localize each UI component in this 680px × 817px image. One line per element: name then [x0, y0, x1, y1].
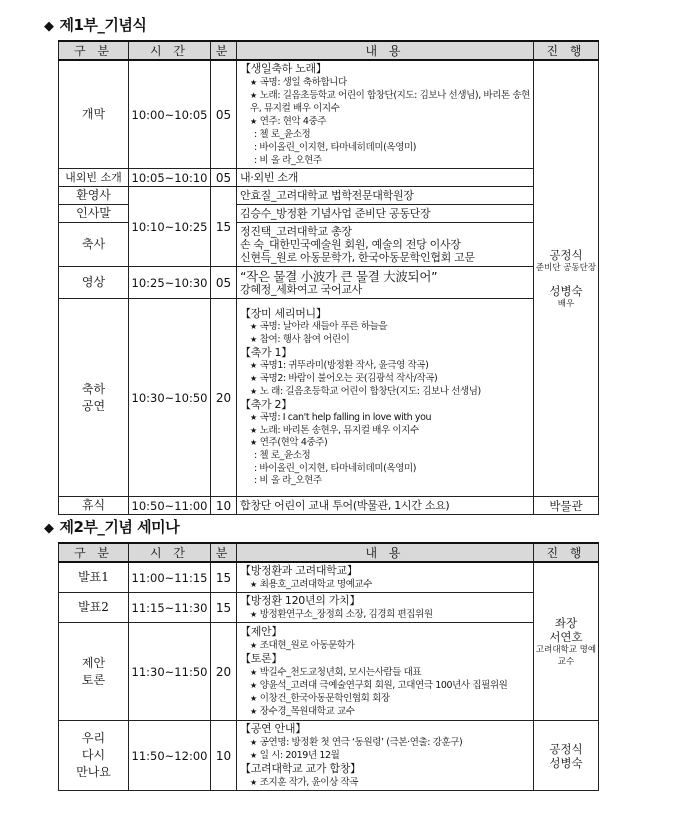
host-name: 공정식	[549, 247, 583, 262]
part2-title-text: 제2부_기념 세미나	[59, 518, 180, 536]
content-line: 신현득_원로 아동문학가, 한국아동문학인협회 고문	[240, 251, 475, 264]
part2-title	[44, 516, 179, 537]
table-row	[59, 721, 599, 791]
row-category: 환영사	[59, 187, 129, 205]
list-subitem: : 비 올 라_오현주	[254, 155, 322, 166]
video-credit: 강혜정_세화여고 국어교사	[240, 282, 362, 296]
star-bullet-icon: ★	[250, 580, 257, 589]
col-header-time: 시 간	[129, 41, 211, 60]
part1-title	[44, 14, 146, 35]
part2-table	[58, 542, 599, 791]
row-time: 10:30~10:50	[129, 299, 211, 497]
row-category: 개막	[59, 60, 129, 169]
list-item: ★ 곡명: I can't help falling in love with you	[250, 412, 432, 424]
list-item: ★ 장수경_목원대학교 교수	[250, 706, 355, 717]
list-subitem: : 첼 로_윤소정	[254, 449, 311, 461]
list-item: ★ 곡명: 날아라 새들아 푸른 하늘을	[250, 321, 388, 333]
list-item: ★ 박길수_천도교청년회, 모시는사람들 대표	[250, 667, 422, 678]
row-minutes: 10	[211, 497, 237, 515]
table-row	[59, 169, 599, 187]
table-row	[59, 623, 599, 721]
list-item: ★ 이창건_한국아동문학인협회 회장	[250, 693, 390, 704]
list-item: ★ 연주: 현악 4중주	[250, 116, 327, 127]
row-content	[237, 60, 534, 169]
row-category: 영상	[59, 267, 129, 299]
row-category: 내외빈 소개	[59, 169, 129, 187]
col-header-minutes: 분	[211, 543, 237, 562]
row-content	[237, 623, 534, 721]
table-row	[59, 593, 599, 623]
star-bullet-icon: ★	[250, 610, 257, 619]
row-time: 10:05~10:10	[129, 169, 211, 187]
row-content	[237, 299, 534, 497]
content-heading: 【축가 1】	[240, 346, 292, 360]
star-bullet-icon: ★	[250, 322, 257, 332]
star-bullet-icon: ★	[250, 117, 257, 126]
row-content: 김승수_방정환 기념사업 준비단 공동단장	[237, 205, 534, 223]
row-category: 인사말	[59, 205, 129, 223]
row-category: 제안 토론	[59, 623, 129, 721]
host-cell	[534, 60, 599, 497]
diamond-bullet-icon: ◆	[44, 521, 54, 536]
list-item: ★ 곡명: 생일 축하합니다	[250, 77, 347, 88]
star-bullet-icon: ★	[250, 438, 257, 448]
list-item: ★ 조대현_원로 아동문학가	[250, 640, 355, 651]
row-content	[237, 593, 534, 623]
content-heading: 【고려대학교 교가 합창】	[240, 762, 361, 775]
row-time: 10:50~11:00	[129, 497, 211, 515]
list-item: ★ 공연명: 방정환 첫 연극 ‘동원령’ (극본·연출: 강훈구)	[250, 737, 463, 748]
row-time: 11:50~12:00	[129, 721, 211, 791]
host-cell	[534, 721, 599, 791]
col-header-content: 내 용	[237, 41, 534, 60]
row-minutes: 05	[211, 267, 237, 299]
row-time: 10:10~10:25	[129, 187, 211, 267]
content-heading: 【방정환 120년의 가치】	[240, 594, 361, 607]
table-row	[59, 562, 599, 593]
list-subitem: : 비 올 라_오현주	[254, 475, 322, 487]
row-content	[237, 721, 534, 791]
content-heading: 【장미 세리머니】	[240, 307, 327, 321]
table-row	[59, 299, 599, 497]
content-heading: 【축가 2】	[240, 398, 292, 412]
host-name: 성병숙	[549, 283, 583, 298]
diamond-bullet-icon: ◆	[44, 19, 54, 34]
host-role: 배우	[557, 298, 575, 309]
star-bullet-icon: ★	[250, 751, 257, 760]
list-item: ★ 곡명1: 귀뚜라미(방정환 작사, 윤극영 작곡)	[250, 360, 429, 372]
host-cell	[534, 562, 599, 721]
content-heading: 【방정환과 고려대학교】	[240, 564, 358, 577]
part1-title-text: 제1부_기념식	[59, 16, 147, 34]
row-category: 우리 다시 만나요	[59, 721, 129, 791]
star-bullet-icon: ★	[250, 668, 257, 677]
host-role: 준비단 공동단장	[535, 262, 597, 273]
col-header-content: 내 용	[237, 543, 534, 562]
row-category: 축사	[59, 223, 129, 267]
star-bullet-icon: ★	[250, 334, 257, 344]
row-minutes: 10	[211, 721, 237, 791]
row-time: 11:15~11:30	[129, 593, 211, 623]
list-item: ★ 조지훈 작가, 윤이상 작곡	[250, 777, 359, 788]
row-minutes: 15	[211, 593, 237, 623]
row-minutes: 05	[211, 169, 237, 187]
star-bullet-icon: ★	[250, 778, 257, 787]
row-category: 발표1	[59, 562, 129, 593]
content-heading: 【생일축하 노래】	[240, 62, 327, 75]
row-content	[237, 223, 534, 267]
star-bullet-icon: ★	[250, 78, 257, 87]
row-time: 11:30~11:50	[129, 623, 211, 721]
star-bullet-icon: ★	[250, 707, 257, 716]
host-cell: 박물관	[534, 497, 599, 515]
row-time: 10:00~10:05	[129, 60, 211, 169]
col-header-minutes: 분	[211, 41, 237, 60]
row-content	[237, 562, 534, 593]
star-bullet-icon: ★	[250, 386, 257, 396]
list-item: ★ 최용호_고려대학교 명예교수	[250, 579, 373, 590]
star-bullet-icon: ★	[250, 738, 257, 747]
part2-header-row	[59, 543, 599, 562]
row-content: 안효질_고려대학교 법학전문대학원장	[237, 187, 534, 205]
list-subitem: : 첼 로_윤소정	[254, 129, 311, 140]
row-content	[237, 267, 534, 299]
star-bullet-icon: ★	[250, 413, 257, 423]
row-category: 휴식	[59, 497, 129, 515]
star-bullet-icon: ★	[250, 361, 257, 371]
video-title: “작은 물결 小波가 큰 물결 大波되어”	[240, 268, 438, 284]
list-subitem: : 바이올린_이지현, 타마네히데미(옥영미)	[254, 142, 417, 153]
chair-name: 서연호	[549, 629, 583, 644]
row-time: 10:25~10:30	[129, 267, 211, 299]
content-heading: 【제안】	[240, 625, 283, 638]
table-row	[59, 497, 599, 515]
list-item: ★ 노래: 길음초등학교 어린이 합창단(지도: 김보나 선생님), 바리톤 송현우, 뮤지컬 배우 이지수	[250, 90, 530, 114]
star-bullet-icon: ★	[250, 641, 257, 650]
row-minutes: 05	[211, 60, 237, 169]
star-bullet-icon: ★	[250, 681, 257, 690]
row-minutes: 20	[211, 299, 237, 497]
host-name: 성병숙	[549, 755, 583, 770]
content-heading: 【토론】	[240, 652, 283, 665]
list-item: ★ 연주(현악 4중주)	[250, 437, 328, 449]
row-time: 11:00~11:15	[129, 562, 211, 593]
row-content: 내·외빈 소개	[237, 169, 534, 187]
star-bullet-icon: ★	[250, 425, 257, 435]
row-content: 합창단 어린이 교내 투어(박물관, 1시간 소요)	[237, 497, 534, 515]
col-header-category: 구 분	[59, 41, 129, 60]
part1-header-row	[59, 41, 599, 60]
col-header-category: 구 분	[59, 543, 129, 562]
list-item: ★ 일 시: 2019년 12월	[250, 750, 340, 761]
list-item: ★ 곡명2: 바람이 불어오는 곳(김광석 작사/작곡)	[250, 373, 438, 385]
row-minutes: 15	[211, 187, 237, 267]
list-item: ★ 노 래: 길음초등학교 어린이 합창단(지도: 김보나 선생님)	[250, 385, 481, 397]
content-line: 정진택_고려대학교 총장	[240, 225, 352, 238]
col-header-time: 시 간	[129, 543, 211, 562]
row-category: 축하 공연	[59, 299, 129, 497]
star-bullet-icon: ★	[250, 374, 257, 384]
chair-label: 좌장	[554, 615, 578, 630]
host-name: 공정식	[549, 741, 583, 756]
content-heading: 【공연 안내】	[240, 722, 306, 735]
list-item: ★ 노래: 바리톤 송현우, 뮤지컬 배우 이지수	[250, 424, 419, 436]
list-item: ★ 방정환연구소_장정희 소장, 김경희 편집위원	[250, 609, 433, 620]
content-line: 손 숙_대한민국예술원 회원, 예술의 전당 이사장	[240, 238, 461, 251]
list-subitem: : 바이올린_이지현, 타마네히데미(옥영미)	[254, 462, 417, 474]
list-item: ★ 참여: 행사 참여 어린이	[250, 333, 350, 345]
col-header-host: 진 행	[534, 543, 599, 562]
table-row	[59, 60, 599, 169]
table-row	[59, 187, 599, 205]
table-row	[59, 267, 599, 299]
part1-table	[58, 40, 599, 515]
row-minutes: 20	[211, 623, 237, 721]
list-item: ★ 양윤석_고려대 극예술연구회 회원, 고대연극 100년사 집필위원	[250, 680, 508, 691]
row-category: 발표2	[59, 593, 129, 623]
col-header-host: 진 행	[534, 41, 599, 60]
row-minutes: 15	[211, 562, 237, 593]
star-bullet-icon: ★	[250, 694, 257, 703]
star-bullet-icon: ★	[250, 91, 257, 100]
chair-role: 고려대학교 명예교수	[535, 644, 597, 667]
